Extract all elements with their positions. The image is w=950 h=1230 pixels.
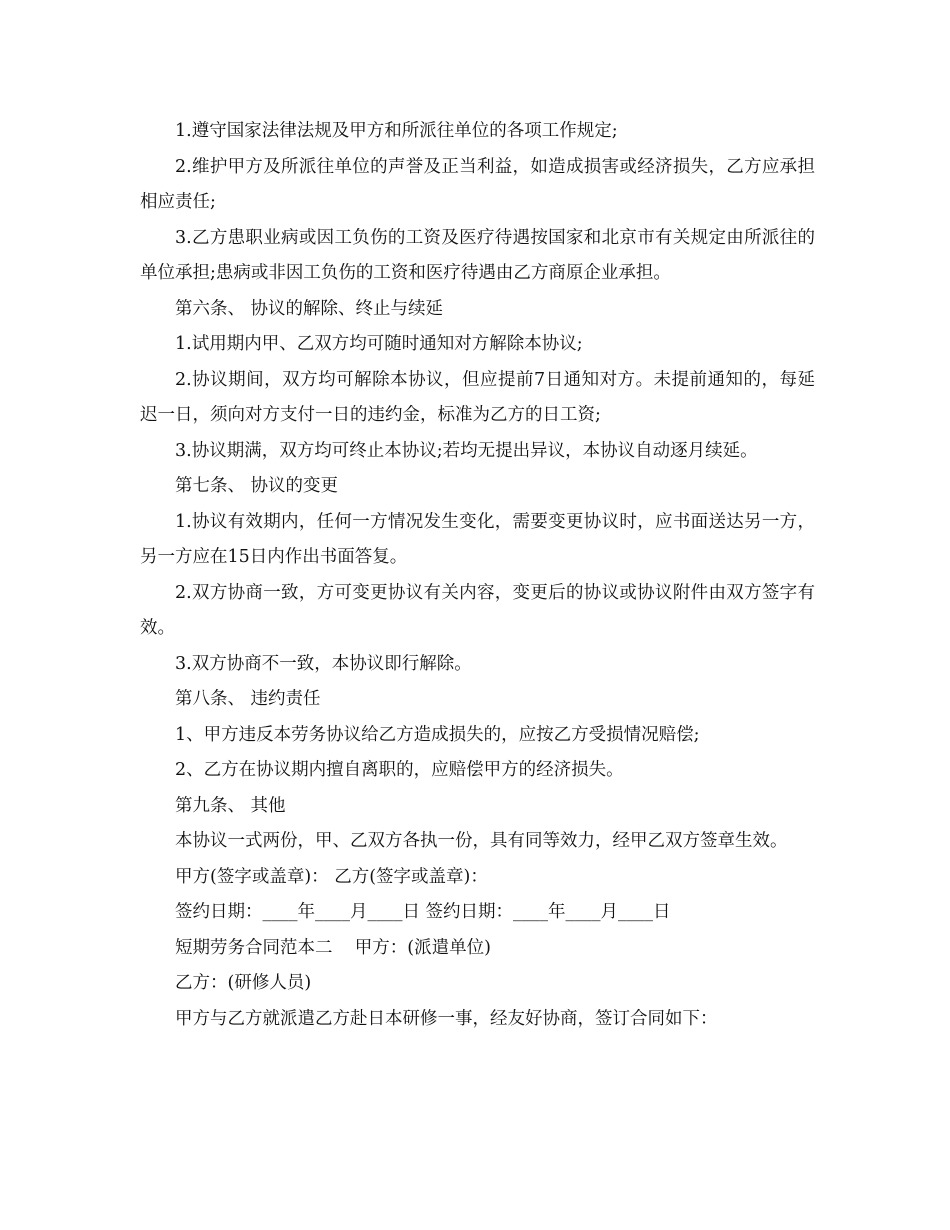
document-body [140, 114, 815, 1037]
paragraph-article-7-item-1: 1.协议有效期内，任何一方情况发生变化，需要变更协议时，应书面送达另一方，另一方应在15日内作出书面答复。 [140, 511, 815, 567]
paragraph-clause-5-item-1: 1.遵守国家法律法规及甲方和所派往单位的各项工作规定; [175, 121, 618, 141]
heading-article-7: 第七条、 协议的变更 [175, 476, 339, 496]
heading-article-9: 第九条、 其他 [175, 795, 286, 816]
paragraph-article-8-item-1: 1、甲方违反本劳务协议给乙方造成损失的，应按乙方受损情况赔偿; [175, 724, 700, 745]
heading-article-6: 第六条、 协议的解除、终止与续延 [175, 298, 444, 319]
paragraph-article-6-item-1: 1.试用期内甲、乙双方均可随时通知对方解除本协议; [175, 334, 583, 354]
signature-line: 甲方(签字或盖章)： 乙方(签字或盖章)： [175, 866, 488, 887]
paragraph-clause-5-item-2: 2.维护甲方及所派往单位的声誉及正当利益，如造成损害或经济损失，乙方应承担相应责任; [140, 156, 815, 212]
contract-intro-paragraph: 甲方与乙方就派遣乙方赴日本研修一事，经友好协商，签订合同如下： [175, 1008, 718, 1029]
contract-sample-2-title: 短期劳务合同范本二 甲方：(派遣单位) [175, 937, 491, 958]
paragraph-article-7-item-3: 3.双方协商不一致，本协议即行解除。 [175, 653, 472, 674]
heading-article-8: 第八条、 违约责任 [175, 689, 321, 709]
paragraph-article-6-item-3: 3.协议期满，双方均可终止本协议;若均无提出异议，本协议自动逐月续延。 [175, 440, 758, 461]
paragraph-article-9-body: 本协议一式两份，甲、乙双方各执一份，具有同等效力，经甲乙双方签章生效。 [175, 831, 788, 851]
paragraph-clause-5-item-3: 3.乙方患职业病或因工负伤的工资及医疗待遇按国家和北京市有关规定由所派往的单位承担;患病或非因工负伤的工资和医疗待遇由乙方商原企业承担。 [140, 227, 815, 283]
signing-date-line: 签约日期：____年____月____日 签约日期：____年____月____日 [175, 902, 671, 922]
paragraph-article-8-item-2: 2、乙方在协议期内擅自离职的，应赔偿甲方的经济损失。 [175, 760, 624, 780]
paragraph-article-7-item-2: 2.双方协商一致，方可变更协议有关内容，变更后的协议或协议附件由双方签字有效。 [140, 582, 815, 638]
party-b-line: 乙方：(研修人员) [175, 973, 312, 993]
paragraph-article-6-item-2: 2.协议期间，双方均可解除本协议，但应提前7日通知对方。未提前通知的，每延迟一日，须向对方支付一日的违约金，标准为乙方的日工资; [140, 369, 815, 425]
